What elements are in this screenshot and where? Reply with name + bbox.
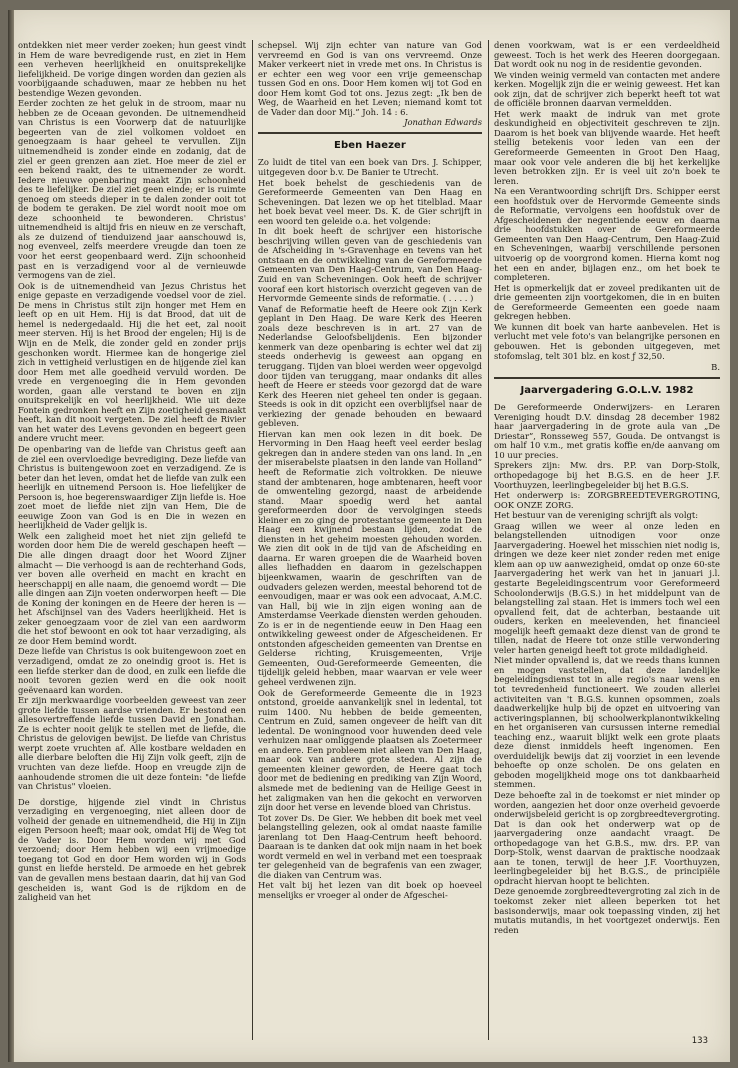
col2-article-paragraph: Hiervan kan men ook lezen in dit boek. De Hervorming in Den Haag heeft veel eerder beslag gekregen dan in andere steden van ons land. In „en der miserabelste plaatsen in den lande van Holland” heeft de Reformatie zich voltrokken. De nieuwe stand der ambtenaren, hoge ambtenaren, heeft voor de omwenteling gezorgd, naast de arbeidende stand. Maar spoedig werd het aantal gereformeerden door de vervolgingen steeds kleiner en zo ging de protestantse gemeente in Den Haag een kwijnend bestaan lijden, zodat de diensten in het geheim moesten gehouden worden. We zien dit ook in de tijd van de Afscheiding en daarna. Er waren groepen die de Waarheid boven alles liefhadden en daarom in gezelschappen bijeenkwamen, waarin de geschriften van de oudvaders gelezen werden, meestal behorend tot de eenvoudigen, maar er was ook een advocaat, A.M.C. van Hall, bij wie in zijn eigen woning aan de Amsterdamse Veerkade diensten werden gehouden. Zo is er in de negentiende eeuw in Den Haag een ontwikkeling geweest onder de Afgescheidenen. Er ontstonden afgescheiden gemeenten van Drentse en Gelderse richting, Kruisgemeenten, Vrije Gemeenten, Oud-Gereformeerde Gemeenten, die tijdelijk geleid hebben, maar waarvan er vele weer geheel verdwenen zijn.: [258, 428, 482, 687]
column-divider-1: [252, 40, 253, 1040]
col1-paragraph: Eerder zochten ze het geluk in de stroom, maar nu hebben ze de Oceaan gevonden. De uitnemendheid van Christus is een Voorwerp dat de natuurlijke begeerten van de ziel volkomen voldoet en genoegzaam is haar geheel te vervullen. Zijn uitnemendheid is zonder einde en zodanig, dat de ziel er geen grenzen aan ziet. Hoe meer de ziel er een bekend raakt, des te uitnemender ze wordt. Iedere nieuwe openbaring maakt Zijn schoonheid des te liefelijker. De ziel ziet geen einde; er is ruimte genoeg om steeds dieper in te dalen zonder ooit tot de bodem te geraken. De ziel wordt nooit moe om deze schoonheid te bewonderen. Christus' uitnemendheid is altijd fris en nieuw en ze verschaft, als ze duizend of tienduizend jaar aanschouwd is, nog evenveel, zelfs meerdere vreugde dan toen ze voor het eerst geopenbaard werd. Zijn schoonheid past en is verzadigend voor al de vernieuwde vermogens van de ziel.: [18, 98, 246, 281]
col2-article-paragraph: In dit boek heeft de schrijver een historische beschrijving willen geven van de geschiedenis van de Afscheiding in 's-Gravenhage en tevens van het ontstaan en de ontwikkeling van de Gereformeerde Gemeenten van Den Haag-Centrum, van Den Haag-Zuid en van Scheveningen. Ook heeft de schrijver vooraf een kort historisch overzicht gegeven van de Hervormde Gemeente sinds de reformatie. ( . . . . ): [258, 226, 482, 304]
col3-article-paragraph: Het onderwerp is: ZORGBREEDTEVERGROTING, OOK ONZE ZORG.: [494, 490, 720, 510]
col1-paragraph: Ook is de uitnemendheid van Jezus Christus het enige gepaste en verzadigende voedsel voor de ziel. De mens in Christus stilt zijn honger met Hem en leeft op en uit Hem. Hij is dat Brood, dat uit de hemel is nedergedaald. Hij die het eet, zal nooit meer sterven. Hij is het Brood der engelen; Hij is de Wijn en de Melk, die zonder geld en zonder prijs geschonken wordt. Hiermee kan de hongerige ziel zich in vettigheid verlustigen en de hijgende ziel kan door Hem met alle goedheid vervuld worden. De vrede en vergenoeging die in Hem gevonden worden, gaan alle verstand te boven en zijn onuitsprekelijk en vol heerlijkheid. Wie uit deze Fontein gedronken heeft en Zijn zoetigheid gesmaakt heeft, kan dit nooit vergeten. De ziel heeft de Rivier van het water des Levens gevonden en begeert geen andere vrucht meer.: [18, 280, 246, 444]
col1-paragraph: ontdekken niet meer verder zoeken; hun geest vindt in Hem de ware bevredigende rust, en ziet in Hem een verheven heerlijkheid en onuitsprekelijke liefelijkheid. De vorige dingen worden dan gezien als voorbijgaande schaduwen, maar ze hebben nu het bestendige Wezen gevonden.: [18, 41, 246, 98]
col2-article-paragraph: Het valt bij het lezen van dit boek op hoeveel menselijks er vroeger al onder de Afgeschei-: [258, 880, 482, 901]
author-signature: Jonathan Edwards: [404, 117, 482, 128]
col2-article-paragraph: Vanaf de Reformatie heeft de Heere ook Zijn Kerk geplant in Den Haag. De ware Kerk des Heeren zoals deze beschreven is in art. 27 van de Nederlandse Geloofsbelijdenis. Een bijzonder kenmerk van deze openbaring is echter wel dat zij steeds onderhevig is geweest aan opgang en teruggang. Tijden van bloei werden weer opgevolgd door tijden van teruggang, maar ondanks dit alles heeft de Heere er steeds voor gezorgd dat de ware Kerk des Heeren niet geheel ten onder is gegaan. Steeds is ook in dit opzicht een overblijfsel naar de verkiezing der genade behouden en bewaard gebleven.: [258, 303, 482, 429]
col2-article-paragraph: Ook de Gereformeerde Gemeente die in 1923 ontstond, groeide aanvankelijk snel in ledental, tot ruim 1400. Nu hebben de beide gemeenten, Centrum en Zuid, samen ongeveer de helft van dit ledental. De woningnood voor huwenden deed vele verhuizen naar omliggende plaatsen als Zoetermeer en andere. Een probleem niet alleen van Den Haag, maar ook van andere grote steden. Al zijn de gemeenten kleiner geworden, de Heere gaat toch door met de bediening en prediking van Zijn Woord, alsmede met de bediening van de Heilige Geest in het zaligmaken van hen die gekocht en verworven zijn door het verse en levende bloed van Christus.: [258, 687, 482, 813]
col3-article-paragraph: De Gereformeerde Onderwijzers- en Leraren Vereniging houdt D.V. dinsdag 28 december 1982 haar jaarvergadering in de grote aula van „De Driestar”, Ronsseweg 557, Gouda. De ontvangst is om half 10 v.m., met gratis koffie en/de aanvang om 10 uur precies.: [494, 402, 720, 460]
col1-paragraph: Er zijn merkwaardige voorbeelden geweest van zeer grote liefde tussen aardse vrienden. Er bestond een allesovertreffende liefde tussen David en Jonathan. Ze is echter nooit gelijk te stellen met de liefde, die Christus de gelovigen bewijst. De liefde van Christus werpt zoete vruchten af. Alle kostbare weldaden en alle dierbare beloften die Hij Zijn volk geeft, zijn de vruchten van deze liefde. Hoop en vreugde zijn de aanhoudende stromen die uit deze fontein: "de liefde van Christus" vloeien.: [18, 695, 246, 792]
col3-paragraph: Het werk maakt de indruk van met grote deskundigheid en objectiviteit geschreven te zijn. Daarom is het boek van blijvende waarde. Het heeft stellig betekenis voor leden van een der Gereformeerde Gemeenten in Groot Den Haag, maar ook voor vele anderen die bij het kerkelijke leven betrokken zijn. Er is veel uit zo'n boek te leren.: [494, 108, 720, 186]
column-3: [494, 41, 720, 1041]
col3-paragraph: Het is opmerkelijk dat er zoveel predikanten uit de drie gemeenten zijn voortgekomen, die in en buiten de Gereformeerde Gemeenten een goede naam gekregen hebben.: [494, 282, 720, 322]
col3-article-paragraph: Deze behoefte zal in de toekomst er niet minder op worden, aangezien het door onze overheid gevoerde onderwijsbeleid gericht is op zorgbreedtevergroting. Dat is dan ook het onderwerp wat op de jaarvergadering onze aandacht vraagt. De orthopedagoge van het G.B.S., mw. drs. P.P. van Dorp-Stolk, wenst daarvan de praktische noodzaak aan te tonen, terwijl de heer J.F. Voorthuyzen, leerlingbegeleider bij het B.G.S., de principiële opdracht hiervan hoopt te belichten.: [494, 790, 720, 886]
col2-article-paragraph: Tot zover Ds. De Gier. We hebben dit boek met veel belangstelling gelezen, ook al omdat naaste familie jarenlang tot Den Haag-Centrum heeft behoord. Daaraan is te danken dat ook mijn naam in het boek wordt vermeld en wel in verband met een toespraak ter gelegenheid van de begrafenis van een zwager, die diaken van Centrum was.: [258, 812, 482, 880]
col2-article-paragraph: Het boek behelst de geschiedenis van de Gereformeerde Gemeenten van Den Haag en Scheveningen. Dat lezen we op het titelblad. Maar het boek bevat veel meer. Ds. K. de Gier schrijft in een woord ten geleide o.a. het volgende:: [258, 177, 482, 226]
col1-paragraph: De dorstige, hijgende ziel vindt in Christus verzadiging en vergenoeging, niet alleen door de volheid der genade en uitnemendheid, die Hij in Zijn eigen Persoon heeft; maar ook, omdat Hij de Weg tot de Vader is. Door Hem worden wij met God verzoend; door Hem hebben wij een vrijmoedige toegang tot God en door Hem worden wij in Gods gunst en liefde hersteld. De armoede en het gebrek van de gevallen mens bestaan daarin, dat hij van God gescheiden is, want God is de rijkdom en de zaligheid van het: [18, 796, 246, 903]
page-number: 133: [691, 1036, 708, 1046]
col1-paragraph: Welk een zaligheid moet het niet zijn geliefd te worden door hem Die de wereld geschapen heeft — Die alle dingen draagt door het Woord Zijner almacht — Die verhoogd is aan de rechterhand Gods, ver boven alle overheid en macht en kracht en heerschappij en alle naam, die genoemd wordt — Die alle dingen aan Zijn voeten onderworpen heeft — Die de Koning der koningen en de Heere der heren is — het Afschijnsel van des Vaders heerlijkheid. Het is zeker genoegzaam voor de ziel van een aardworm die het stof bewoont en ook tot haar verzadiging, als ze door Hem bemind wordt.: [18, 530, 246, 646]
article-end-initial: B.: [711, 362, 720, 373]
article-heading-jaarvergadering: Jaarvergadering G.O.L.V. 1982: [520, 384, 694, 396]
page-spine-shadow: [8, 10, 14, 1062]
col2-article-paragraph: Zo luidt de titel van een boek van Drs. J. Schipper, uitgegeven door b.v. De Banier te Utrecht.: [258, 157, 482, 178]
magazine-page: [8, 10, 730, 1062]
col3-article-paragraph: Graag willen we weer al onze leden en belangstellenden uitnodigen voor onze Jaarvergadering. Hoewel het misschien niet nodig is, dringen we deze keer niet zonder reden met enige klem aan op uw aanwezigheid, omdat op onze 60-ste Jaarvergadering het werk van het in januari j.l. gestarte Begeleidingscentrum voor Gereformeerd Schoolonderwijs (B.G.S.) in het middelpunt van de belangstelling zal staan. Het is immers toch wel een opvallend feit, dat de achterban, bestaande uit ouders, kerken en meelevenden, het financieel mogelijk heeft gemaakt deze dienst van de grond te tillen, nadat de Heere tot onze stille verwondering veler harten geneigd heeft tot grote mildadigheid.: [494, 520, 720, 655]
col3-article-paragraph: Niet minder opvallend is, dat we reeds thans kunnen en mogen vaststellen, dat deze landelijke begeleidingsdienst tot in alle regio's naar wens en tot tevredenheid functioneert. We zouden allerlei activiteiten van 't B.G.S. kunnen opsommen, zoals daadwerkelijke hulp bij de opzet en uitvoering van activeringsplannen, bij schoolwerkplanontwikkeling en het organiseren van cursussen interne remedial teaching enz., waaruit blijkt welk een grote plaats deze dienst inmiddels heeft ingenomen. Een overduidelijk bewijs dat zij voorziet in een levende behoefte op onze scholen. De ons gelaten en geboden mogelijkheid moge ons tot dankbaarheid stemmen.: [494, 655, 720, 790]
col1-paragraph: Deze liefde van Christus is ook buitengewoon zoet en verzadigend, omdat ze zo oneindig groot is. Het is een liefde sterker dan de dood, en zulk een liefde die nooit tevoren gezien werd en die ook nooit geëvenaard kan worden.: [18, 646, 246, 695]
col3-paragraph: We vinden weinig vermeld van contacten met andere kerken. Mogelijk zijn die er weinig geweest. Het kan ook zijn, dat de schrijver zich beperkt heeft tot wat de officiële bronnen daarvan vermeldden.: [494, 69, 720, 109]
section-divider: [258, 132, 482, 134]
col1-paragraph: De openbaring van de liefde van Christus geeft aan de ziel een overvloedige bevrediging. Deze liefde van Christus is buitengewoon zoet en verzadigend. Ze is beter dan het leven, omdat het de liefde van zulk een heerlijk en uitnemend Persoon is. Hoe liefelijker de Persoon is, hoe begerenswaardiger Zijn liefde is. Hoe zoet moet de liefde niet zijn van Hem, Die de eeuwige Zoon van God is en Die in wezen en heerlijkheid de Vader gelijk is.: [18, 443, 246, 531]
col3-paragraph: Na een Verantwoording schrijft Drs. Schipper eerst een hoofdstuk over de Hervormde Gemeente sinds de Reformatie, vervolgens een hoofdstuk over de Afgescheidenen der negentiende eeuw en daarna drie hoofdstukken over de Gereformeerde Gemeenten van Den Haag-Centrum, Den Haag-Zuid en Scheveningen, waarbij verschillende personen uitvoerig op de voorgrond komen. Hierna komt nog het een en ander, bijlagen enz., om het boek te completeren.: [494, 186, 720, 283]
column-divider-2: [488, 40, 489, 1040]
column-1: [18, 41, 246, 1041]
column-2: [258, 41, 482, 1041]
article-heading-eben-haezer: Eben Haezer: [334, 139, 406, 151]
col3-paragraph: denen voorkwam, wat is er een verdeeldheid geweest. Toch is het werk des Heeren doorgegaan. Dat wordt ook nu nog in de residentie gevonden.: [494, 41, 720, 70]
col3-article-paragraph: Deze genoemde zorgbreedtevergroting zal zich in de toekomst zeker niet alleen beperken tot het basisonderwijs, maar ook toepassing vinden, zij het mutatis mutandis, in het voortgezet onderwijs. Een reden: [494, 886, 720, 935]
section-divider: [494, 377, 720, 379]
col3-article-paragraph: Sprekers zijn: Mw. drs. P.P. van Dorp-Stolk, orthopedagoge bij het B.G.S. en de heer J.F. Voorthuyzen, leerlingbegeleider bij het B.G.S.: [494, 460, 720, 490]
col3-paragraph: We kunnen dit boek van harte aanbevelen. Het is verlucht met vele foto's van belangrijke personen en gebouwen. Het is gebonden uitgegeven, met stofomslag, telt 301 blz. en kost ƒ 32,50.: [494, 321, 720, 361]
col3-article-paragraph: Het bestuur van de vereniging schrijft als volgt:: [494, 510, 699, 521]
col2-paragraph: schepsel. Wij zijn echter van nature van God vervreemd en God is van ons vervreemd. Onze Maker verkeert niet in vrede met ons. In Christus is er echter een weg voor een vrije gemeenschap tussen God en ons. Door Hem komen wij tot God en door Hem komt God tot ons. Jezus zegt: „Ik ben de Weg, de Waarheid en het Leven; niemand komt tot de Vader dan door Mij.” Joh. 14 : 6.: [258, 41, 482, 117]
